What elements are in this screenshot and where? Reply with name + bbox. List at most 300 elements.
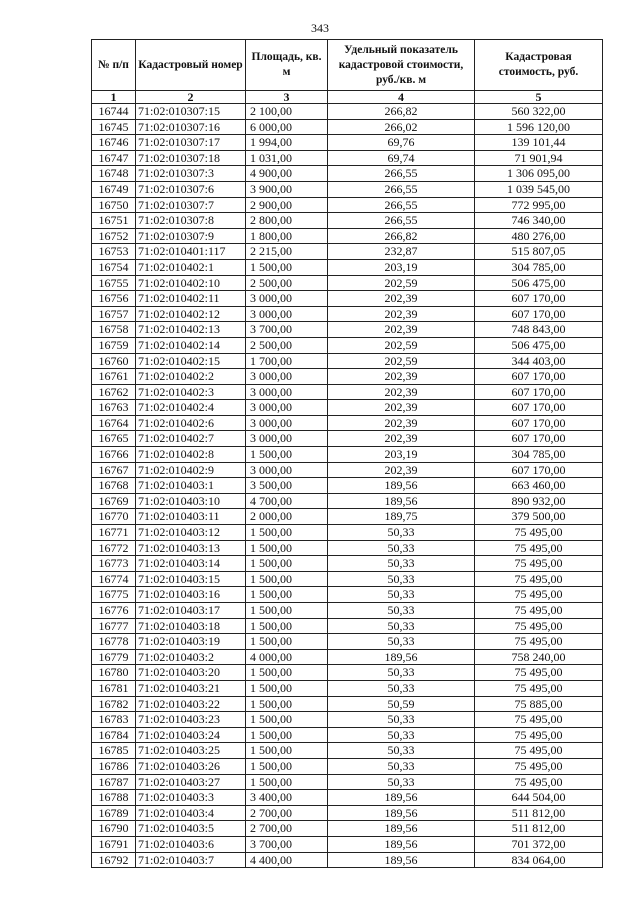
area-cell: 6 000,00 <box>246 119 328 135</box>
cadastral-value-cell: 75 495,00 <box>475 603 603 619</box>
cadastral-value-cell: 511 812,00 <box>475 805 603 821</box>
table-row <box>92 587 603 603</box>
unit-value-cell: 50,33 <box>328 587 475 603</box>
cadastral-number-cell: 71:02:010403:6 <box>136 836 246 852</box>
unit-value-cell: 202,39 <box>328 415 475 431</box>
table-row <box>92 478 603 494</box>
header-cadastral-number: Кадастровый номер <box>136 40 246 91</box>
row-number-cell: 16785 <box>92 743 136 759</box>
cadastral-number-cell: 71:02:010307:9 <box>136 228 246 244</box>
area-cell: 1 500,00 <box>246 540 328 556</box>
area-cell: 3 000,00 <box>246 400 328 416</box>
area-cell: 1 500,00 <box>246 712 328 728</box>
row-number-cell: 16758 <box>92 322 136 338</box>
cadastral-value-cell: 644 504,00 <box>475 790 603 806</box>
table-row <box>92 150 603 166</box>
cadastral-value-cell: 1 596 120,00 <box>475 119 603 135</box>
table-row <box>92 384 603 400</box>
cadastral-value-cell: 511 812,00 <box>475 821 603 837</box>
row-number-cell: 16745 <box>92 119 136 135</box>
table-row <box>92 244 603 260</box>
row-number-cell: 16759 <box>92 337 136 353</box>
cadastral-value-cell: 607 170,00 <box>475 400 603 416</box>
cadastral-number-cell: 71:02:010403:16 <box>136 587 246 603</box>
cadastral-number-cell: 71:02:010307:6 <box>136 181 246 197</box>
row-number-cell: 16748 <box>92 166 136 182</box>
table-row <box>92 634 603 650</box>
unit-value-cell: 50,33 <box>328 680 475 696</box>
area-cell: 1 994,00 <box>246 135 328 151</box>
row-number-cell: 16767 <box>92 462 136 478</box>
cadastral-number-cell: 71:02:010307:16 <box>136 119 246 135</box>
unit-value-cell: 69,74 <box>328 150 475 166</box>
table-row <box>92 525 603 541</box>
table-row <box>92 805 603 821</box>
table-row <box>92 228 603 244</box>
table-row <box>92 291 603 307</box>
row-number-cell: 16778 <box>92 634 136 650</box>
row-number-cell: 16764 <box>92 415 136 431</box>
row-number-cell: 16782 <box>92 696 136 712</box>
table-row <box>92 758 603 774</box>
unit-value-cell: 50,33 <box>328 665 475 681</box>
page-number: 343 <box>311 21 329 35</box>
table-row <box>92 104 603 120</box>
unit-value-cell: 266,02 <box>328 119 475 135</box>
unit-value-cell: 202,39 <box>328 400 475 416</box>
unit-value-cell: 50,33 <box>328 774 475 790</box>
table-row <box>92 852 603 868</box>
row-number-cell: 16776 <box>92 603 136 619</box>
cadastral-value-cell: 75 495,00 <box>475 634 603 650</box>
area-cell: 2 100,00 <box>246 104 328 120</box>
area-cell: 3 400,00 <box>246 790 328 806</box>
area-cell: 1 500,00 <box>246 634 328 650</box>
unit-value-cell: 189,56 <box>328 493 475 509</box>
unit-value-cell: 189,56 <box>328 821 475 837</box>
cadastral-number-cell: 71:02:010402:13 <box>136 322 246 338</box>
area-cell: 3 000,00 <box>246 431 328 447</box>
row-number-cell: 16755 <box>92 275 136 291</box>
cadastral-number-cell: 71:02:010307:15 <box>136 104 246 120</box>
row-number-cell: 16774 <box>92 571 136 587</box>
cadastral-number-cell: 71:02:010402:8 <box>136 447 246 463</box>
row-number-cell: 16772 <box>92 540 136 556</box>
cadastral-value-cell: 663 460,00 <box>475 478 603 494</box>
area-cell: 1 500,00 <box>246 259 328 275</box>
cadastral-value-cell: 701 372,00 <box>475 836 603 852</box>
row-number-cell: 16756 <box>92 291 136 307</box>
area-cell: 3 700,00 <box>246 836 328 852</box>
header-unit-value: Удельный показатель кадастровой стоимости, руб./кв. м <box>328 40 475 91</box>
area-cell: 3 000,00 <box>246 462 328 478</box>
cadastral-number-cell: 71:02:010402:3 <box>136 384 246 400</box>
cadastral-number-cell: 71:02:010403:13 <box>136 540 246 556</box>
row-number-cell: 16781 <box>92 680 136 696</box>
table-row <box>92 197 603 213</box>
table-row <box>92 649 603 665</box>
row-number-cell: 16783 <box>92 712 136 728</box>
unit-value-cell: 202,39 <box>328 291 475 307</box>
unit-value-cell: 266,82 <box>328 228 475 244</box>
cadastral-value-cell: 515 807,05 <box>475 244 603 260</box>
cadastral-number-cell: 71:02:010403:11 <box>136 509 246 525</box>
cadastral-number-cell: 71:02:010307:18 <box>136 150 246 166</box>
cadastral-number-cell: 71:02:010402:10 <box>136 275 246 291</box>
unit-value-cell: 202,39 <box>328 384 475 400</box>
cadastral-value-cell: 607 170,00 <box>475 415 603 431</box>
column-number: 2 <box>136 91 246 104</box>
table-row <box>92 712 603 728</box>
header-area: Площадь, кв. м <box>246 40 328 91</box>
table-row <box>92 556 603 572</box>
cadastral-value-cell: 75 885,00 <box>475 696 603 712</box>
row-number-cell: 16765 <box>92 431 136 447</box>
table-row <box>92 119 603 135</box>
area-cell: 1 500,00 <box>246 680 328 696</box>
unit-value-cell: 266,55 <box>328 213 475 229</box>
cadastral-value-cell: 344 403,00 <box>475 353 603 369</box>
table-row <box>92 571 603 587</box>
area-cell: 1 500,00 <box>246 556 328 572</box>
cadastral-number-cell: 71:02:010403:14 <box>136 556 246 572</box>
cadastral-number-cell: 71:02:010402:4 <box>136 400 246 416</box>
unit-value-cell: 69,76 <box>328 135 475 151</box>
area-cell: 2 800,00 <box>246 213 328 229</box>
column-number: 1 <box>92 91 136 104</box>
cadastral-value-cell: 75 495,00 <box>475 556 603 572</box>
cadastral-value-cell: 506 475,00 <box>475 337 603 353</box>
area-cell: 1 500,00 <box>246 758 328 774</box>
unit-value-cell: 203,19 <box>328 447 475 463</box>
row-number-cell: 16777 <box>92 618 136 634</box>
area-cell: 3 000,00 <box>246 291 328 307</box>
row-number-cell: 16789 <box>92 805 136 821</box>
unit-value-cell: 50,33 <box>328 571 475 587</box>
unit-value-cell: 202,39 <box>328 369 475 385</box>
cadastral-number-cell: 71:02:010307:7 <box>136 197 246 213</box>
row-number-cell: 16754 <box>92 259 136 275</box>
area-cell: 3 500,00 <box>246 478 328 494</box>
cadastral-value-cell: 834 064,00 <box>475 852 603 868</box>
unit-value-cell: 189,56 <box>328 790 475 806</box>
cadastral-number-cell: 71:02:010403:27 <box>136 774 246 790</box>
unit-value-cell: 189,56 <box>328 649 475 665</box>
unit-value-cell: 50,33 <box>328 634 475 650</box>
table-row <box>92 462 603 478</box>
cadastral-value-cell: 75 495,00 <box>475 540 603 556</box>
area-cell: 1 500,00 <box>246 665 328 681</box>
cadastral-value-cell: 758 240,00 <box>475 649 603 665</box>
table-row <box>92 353 603 369</box>
cadastral-number-cell: 71:02:010403:10 <box>136 493 246 509</box>
cadastral-value-cell: 304 785,00 <box>475 259 603 275</box>
unit-value-cell: 50,33 <box>328 540 475 556</box>
area-cell: 1 500,00 <box>246 447 328 463</box>
row-number-cell: 16769 <box>92 493 136 509</box>
cadastral-value-cell: 506 475,00 <box>475 275 603 291</box>
cadastral-number-cell: 71:02:010403:21 <box>136 680 246 696</box>
table-row <box>92 213 603 229</box>
cadastral-number-cell: 71:02:010307:17 <box>136 135 246 151</box>
row-number-cell: 16786 <box>92 758 136 774</box>
table-row <box>92 166 603 182</box>
unit-value-cell: 202,39 <box>328 462 475 478</box>
table-row <box>92 821 603 837</box>
cadastral-value-cell: 607 170,00 <box>475 384 603 400</box>
row-number-cell: 16784 <box>92 727 136 743</box>
cadastral-value-cell: 379 500,00 <box>475 509 603 525</box>
cadastral-number-cell: 71:02:010402:2 <box>136 369 246 385</box>
area-cell: 1 500,00 <box>246 618 328 634</box>
cadastral-number-cell: 71:02:010403:15 <box>136 571 246 587</box>
area-cell: 4 700,00 <box>246 493 328 509</box>
cadastral-value-cell: 304 785,00 <box>475 447 603 463</box>
unit-value-cell: 50,33 <box>328 727 475 743</box>
area-cell: 1 500,00 <box>246 603 328 619</box>
cadastral-value-cell: 480 276,00 <box>475 228 603 244</box>
cadastral-number-cell: 71:02:010403:25 <box>136 743 246 759</box>
cadastral-value-cell: 746 340,00 <box>475 213 603 229</box>
cadastral-number-cell: 71:02:010403:19 <box>136 634 246 650</box>
unit-value-cell: 266,82 <box>328 104 475 120</box>
row-number-cell: 16761 <box>92 369 136 385</box>
cadastral-number-cell: 71:02:010403:1 <box>136 478 246 494</box>
table-row <box>92 680 603 696</box>
row-number-cell: 16792 <box>92 852 136 868</box>
row-number-cell: 16760 <box>92 353 136 369</box>
cadastral-value-cell: 75 495,00 <box>475 680 603 696</box>
table-row <box>92 447 603 463</box>
area-cell: 1 500,00 <box>246 727 328 743</box>
row-number-cell: 16750 <box>92 197 136 213</box>
unit-value-cell: 266,55 <box>328 166 475 182</box>
row-number-cell: 16773 <box>92 556 136 572</box>
cadastral-value-cell: 75 495,00 <box>475 758 603 774</box>
unit-value-cell: 50,33 <box>328 618 475 634</box>
unit-value-cell: 189,56 <box>328 805 475 821</box>
table-row <box>92 790 603 806</box>
area-cell: 1 031,00 <box>246 150 328 166</box>
row-number-cell: 16744 <box>92 104 136 120</box>
unit-value-cell: 266,55 <box>328 181 475 197</box>
cadastral-value-cell: 75 495,00 <box>475 571 603 587</box>
cadastral-number-cell: 71:02:010402:14 <box>136 337 246 353</box>
area-cell: 1 800,00 <box>246 228 328 244</box>
header-cadastral-value: Кадастровая стоимость, руб. <box>475 40 603 91</box>
unit-value-cell: 50,33 <box>328 712 475 728</box>
column-number: 3 <box>246 91 328 104</box>
area-cell: 2 700,00 <box>246 805 328 821</box>
row-number-cell: 16762 <box>92 384 136 400</box>
area-cell: 1 500,00 <box>246 696 328 712</box>
table-row <box>92 696 603 712</box>
area-cell: 3 000,00 <box>246 384 328 400</box>
cadastral-value-cell: 139 101,44 <box>475 135 603 151</box>
row-number-cell: 16790 <box>92 821 136 837</box>
table-row <box>92 493 603 509</box>
row-number-cell: 16763 <box>92 400 136 416</box>
table-row <box>92 431 603 447</box>
unit-value-cell: 202,39 <box>328 431 475 447</box>
cadastral-number-cell: 71:02:010403:2 <box>136 649 246 665</box>
area-cell: 2 000,00 <box>246 509 328 525</box>
unit-value-cell: 50,33 <box>328 758 475 774</box>
row-number-cell: 16757 <box>92 306 136 322</box>
cadastral-value-cell: 71 901,94 <box>475 150 603 166</box>
cadastral-value-cell: 560 322,00 <box>475 104 603 120</box>
cadastral-number-cell: 71:02:010307:3 <box>136 166 246 182</box>
row-number-cell: 16779 <box>92 649 136 665</box>
area-cell: 2 215,00 <box>246 244 328 260</box>
unit-value-cell: 50,33 <box>328 556 475 572</box>
cadastral-number-cell: 71:02:010403:23 <box>136 712 246 728</box>
row-number-cell: 16788 <box>92 790 136 806</box>
unit-value-cell: 202,59 <box>328 275 475 291</box>
row-number-cell: 16751 <box>92 213 136 229</box>
area-cell: 3 700,00 <box>246 322 328 338</box>
unit-value-cell: 232,87 <box>328 244 475 260</box>
row-number-cell: 16771 <box>92 525 136 541</box>
area-cell: 2 500,00 <box>246 337 328 353</box>
cadastral-number-cell: 71:02:010403:18 <box>136 618 246 634</box>
unit-value-cell: 189,56 <box>328 836 475 852</box>
area-cell: 3 900,00 <box>246 181 328 197</box>
cadastral-value-cell: 75 495,00 <box>475 774 603 790</box>
row-number-cell: 16770 <box>92 509 136 525</box>
unit-value-cell: 50,59 <box>328 696 475 712</box>
cadastral-value-cell: 607 170,00 <box>475 369 603 385</box>
unit-value-cell: 203,19 <box>328 259 475 275</box>
table-row <box>92 774 603 790</box>
area-cell: 1 500,00 <box>246 743 328 759</box>
cadastral-number-cell: 71:02:010402:12 <box>136 306 246 322</box>
row-number-cell: 16780 <box>92 665 136 681</box>
area-cell: 1 500,00 <box>246 587 328 603</box>
row-number-cell: 16752 <box>92 228 136 244</box>
area-cell: 4 000,00 <box>246 649 328 665</box>
cadastral-value-cell: 607 170,00 <box>475 291 603 307</box>
cadastral-number-cell: 71:02:010403:3 <box>136 790 246 806</box>
row-number-cell: 16753 <box>92 244 136 260</box>
table-row <box>92 603 603 619</box>
area-cell: 1 500,00 <box>246 525 328 541</box>
cadastral-value-cell: 607 170,00 <box>475 306 603 322</box>
row-number-cell: 16749 <box>92 181 136 197</box>
table-row <box>92 322 603 338</box>
table-row <box>92 135 603 151</box>
table-row <box>92 400 603 416</box>
cadastral-number-cell: 71:02:010402:7 <box>136 431 246 447</box>
cadastral-number-cell: 71:02:010403:7 <box>136 852 246 868</box>
cadastral-value-cell: 75 495,00 <box>475 743 603 759</box>
area-cell: 3 000,00 <box>246 369 328 385</box>
cadastral-number-cell: 71:02:010403:22 <box>136 696 246 712</box>
unit-value-cell: 189,56 <box>328 478 475 494</box>
table-row <box>92 665 603 681</box>
cadastral-number-cell: 71:02:010403:26 <box>136 758 246 774</box>
cadastral-number-cell: 71:02:010403:5 <box>136 821 246 837</box>
cadastral-value-cell: 75 495,00 <box>475 712 603 728</box>
cadastral-number-cell: 71:02:010403:12 <box>136 525 246 541</box>
cadastral-value-cell: 75 495,00 <box>475 587 603 603</box>
table-row <box>92 618 603 634</box>
cadastral-number-cell: 71:02:010402:9 <box>136 462 246 478</box>
column-number: 5 <box>475 91 603 104</box>
table-row <box>92 275 603 291</box>
row-number-cell: 16746 <box>92 135 136 151</box>
cadastral-number-cell: 71:02:010307:8 <box>136 213 246 229</box>
unit-value-cell: 266,55 <box>328 197 475 213</box>
cadastral-value-cell: 1 039 545,00 <box>475 181 603 197</box>
cadastral-number-cell: 71:02:010401:117 <box>136 244 246 260</box>
cadastral-value-cell: 75 495,00 <box>475 665 603 681</box>
area-cell: 2 500,00 <box>246 275 328 291</box>
cadastral-value-cell: 748 843,00 <box>475 322 603 338</box>
unit-value-cell: 50,33 <box>328 743 475 759</box>
table-row <box>92 415 603 431</box>
table-body <box>92 104 603 868</box>
cadastral-table <box>91 39 603 868</box>
area-cell: 4 400,00 <box>246 852 328 868</box>
area-cell: 3 000,00 <box>246 306 328 322</box>
unit-value-cell: 202,39 <box>328 322 475 338</box>
row-number-cell: 16791 <box>92 836 136 852</box>
table-row <box>92 509 603 525</box>
unit-value-cell: 50,33 <box>328 603 475 619</box>
area-cell: 4 900,00 <box>246 166 328 182</box>
unit-value-cell: 189,56 <box>328 852 475 868</box>
cadastral-value-cell: 75 495,00 <box>475 618 603 634</box>
cadastral-number-cell: 71:02:010402:1 <box>136 259 246 275</box>
cadastral-value-cell: 607 170,00 <box>475 462 603 478</box>
row-number-cell: 16747 <box>92 150 136 166</box>
unit-value-cell: 202,39 <box>328 306 475 322</box>
cadastral-value-cell: 890 932,00 <box>475 493 603 509</box>
table-row <box>92 836 603 852</box>
area-cell: 1 700,00 <box>246 353 328 369</box>
cadastral-number-cell: 71:02:010402:11 <box>136 291 246 307</box>
header-row-number: № п/п <box>92 40 136 91</box>
row-number-cell: 16766 <box>92 447 136 463</box>
unit-value-cell: 202,59 <box>328 353 475 369</box>
table-row <box>92 259 603 275</box>
table-row <box>92 337 603 353</box>
table-row <box>92 181 603 197</box>
cadastral-number-cell: 71:02:010403:17 <box>136 603 246 619</box>
area-cell: 2 700,00 <box>246 821 328 837</box>
cadastral-number-cell: 71:02:010402:6 <box>136 415 246 431</box>
row-number-cell: 16775 <box>92 587 136 603</box>
unit-value-cell: 189,75 <box>328 509 475 525</box>
unit-value-cell: 50,33 <box>328 525 475 541</box>
row-number-cell: 16768 <box>92 478 136 494</box>
cadastral-value-cell: 607 170,00 <box>475 431 603 447</box>
table-row <box>92 540 603 556</box>
cadastral-value-cell: 772 995,00 <box>475 197 603 213</box>
cadastral-value-cell: 1 306 095,00 <box>475 166 603 182</box>
cadastral-number-cell: 71:02:010403:4 <box>136 805 246 821</box>
cadastral-number-cell: 71:02:010403:24 <box>136 727 246 743</box>
cadastral-number-cell: 71:02:010403:20 <box>136 665 246 681</box>
area-cell: 1 500,00 <box>246 774 328 790</box>
row-number-cell: 16787 <box>92 774 136 790</box>
table-row <box>92 727 603 743</box>
cadastral-value-cell: 75 495,00 <box>475 525 603 541</box>
cadastral-value-cell: 75 495,00 <box>475 727 603 743</box>
area-cell: 2 900,00 <box>246 197 328 213</box>
table-row <box>92 369 603 385</box>
